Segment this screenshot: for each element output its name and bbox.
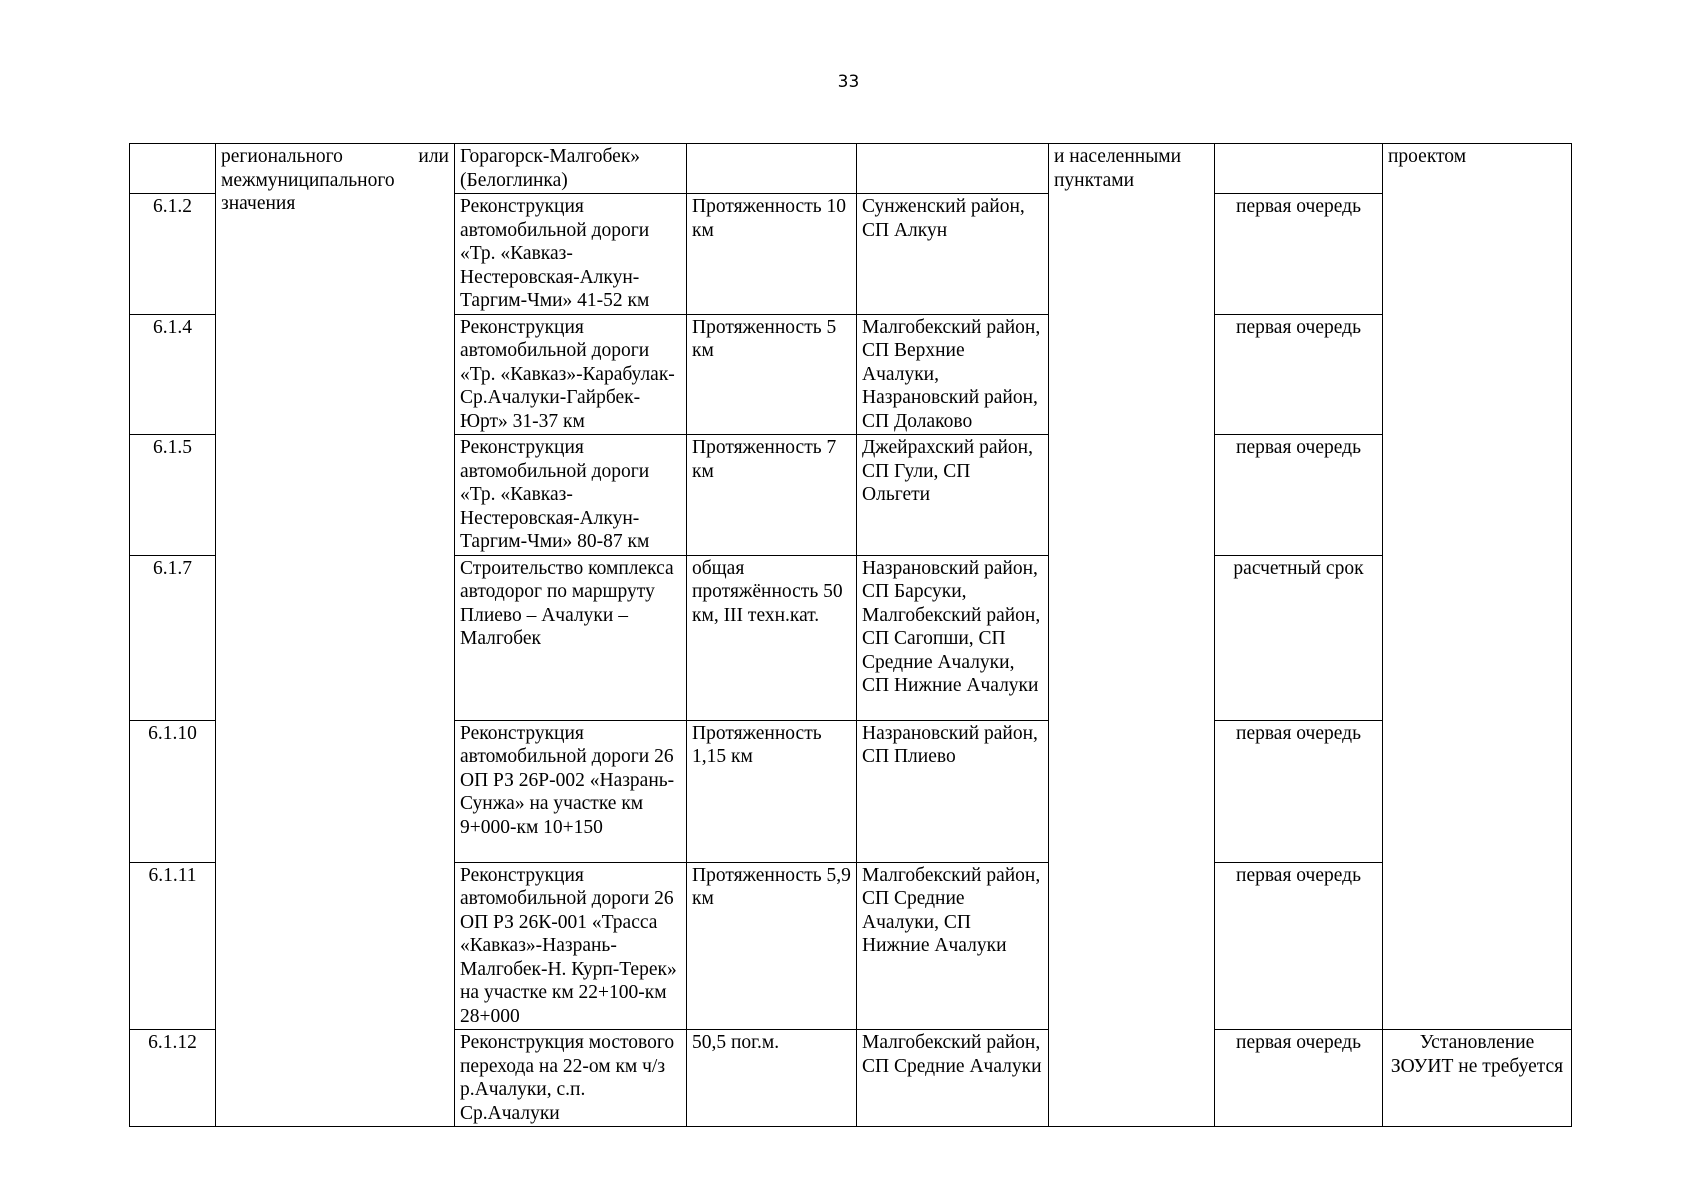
zone-cell: Установление ЗОУИТ не требуется bbox=[1383, 1030, 1572, 1127]
stage-cell: первая очередь bbox=[1215, 314, 1383, 435]
number-cell: 6.1.2 bbox=[130, 194, 216, 315]
name-cell: Реконструкция автомобильной дороги «Тр. «Кавказ-Нестеровская-Алкун-Таргим-Чми» 80-87 км bbox=[455, 435, 687, 556]
params-cell bbox=[687, 144, 857, 194]
stage-cell: первая очередь bbox=[1215, 435, 1383, 556]
number-cell: 6.1.11 bbox=[130, 862, 216, 1030]
number-cell: 6.1.5 bbox=[130, 435, 216, 556]
number-cell bbox=[130, 144, 216, 194]
stage-cell: первая очередь bbox=[1215, 1030, 1383, 1127]
params-cell: 50,5 пог.м. bbox=[687, 1030, 857, 1127]
category-cell bbox=[216, 144, 455, 1127]
number-cell: 6.1.7 bbox=[130, 555, 216, 720]
category-line-3: значения bbox=[221, 193, 296, 214]
params-cell: Протяженность 1,15 км bbox=[687, 720, 857, 862]
location-cell: Малгобекский район, СП Средние Ачалуки, СП Нижние Ачалуки bbox=[857, 862, 1049, 1030]
name-cell: Реконструкция автомобильной дороги «Тр. «Кавказ»-Карабулак-Ср.Ачалуки-Гайрбек-Юрт» 31-37 км bbox=[455, 314, 687, 435]
name-cell: Горагорск-Малгобек» (Белоглинка) bbox=[455, 144, 687, 194]
params-cell: общая протяжённость 50 км, III техн.кат. bbox=[687, 555, 857, 720]
name-cell: Строительство комплекса автодорог по маршруту Плиево – Ачалуки – Малгобек bbox=[455, 555, 687, 720]
location-cell: Сунженский район, СП Алкун bbox=[857, 194, 1049, 315]
stage-cell: первая очередь bbox=[1215, 720, 1383, 862]
number-cell: 6.1.12 bbox=[130, 1030, 216, 1127]
table-row bbox=[130, 144, 1572, 194]
name-cell: Реконструкция автомобильной дороги 26 ОП РЗ 26Р-002 «Назрань-Сунжа» на участке км 9+000-км 10+150 bbox=[455, 720, 687, 862]
stage-cell: первая очередь bbox=[1215, 862, 1383, 1030]
number-cell: 6.1.10 bbox=[130, 720, 216, 862]
params-cell: Протяженность 5 км bbox=[687, 314, 857, 435]
zone-cell: проектом bbox=[1383, 144, 1572, 1030]
location-cell: Малгобекский район, СП Верхние Ачалуки, Назрановский район, СП Долаково bbox=[857, 314, 1049, 435]
category-line-2: межмуниципального bbox=[221, 169, 395, 191]
location-cell: Джейрахский район, СП Гули, СП Ольгети bbox=[857, 435, 1049, 556]
params-cell: Протяженность 10 км bbox=[687, 194, 857, 315]
number-cell: 6.1.4 bbox=[130, 314, 216, 435]
name-cell: Реконструкция мостового перехода на 22-ом км ч/з р.Ачалуки, с.п. Ср.Ачалуки bbox=[455, 1030, 687, 1127]
name-cell: Реконструкция автомобильной дороги «Тр. «Кавказ-Нестеровская-Алкун-Таргим-Чми» 41-52 км bbox=[455, 194, 687, 315]
params-cell: Протяженность 5,9 км bbox=[687, 862, 857, 1030]
stage-cell: первая очередь bbox=[1215, 194, 1383, 315]
stage-cell: расчетный срок bbox=[1215, 555, 1383, 720]
category-word-2: или bbox=[418, 146, 449, 167]
location-cell: Малгобекский район, СП Средние Ачалуки bbox=[857, 1030, 1049, 1127]
name-cell: Реконструкция автомобильной дороги 26 ОП РЗ 26К-001 «Трасса «Кавказ»-Назрань-Малгобек-Н. Курп-Терек» на участке км 22+100-км 28+000 bbox=[455, 862, 687, 1030]
location-cell: Назрановский район, СП Барсуки, Малгобекский район, СП Сагопши, СП Средние Ачалуки, СП Нижние Ачалуки bbox=[857, 555, 1049, 720]
location-cell bbox=[857, 144, 1049, 194]
purpose-cell: и населенными пунктами bbox=[1049, 144, 1215, 1127]
location-cell: Назрановский район, СП Плиево bbox=[857, 720, 1049, 862]
objects-table bbox=[129, 143, 1572, 1127]
category-word-1: регионального bbox=[221, 146, 343, 167]
stage-cell bbox=[1215, 144, 1383, 194]
page-number: 33 bbox=[837, 72, 860, 92]
params-cell: Протяженность 7 км bbox=[687, 435, 857, 556]
